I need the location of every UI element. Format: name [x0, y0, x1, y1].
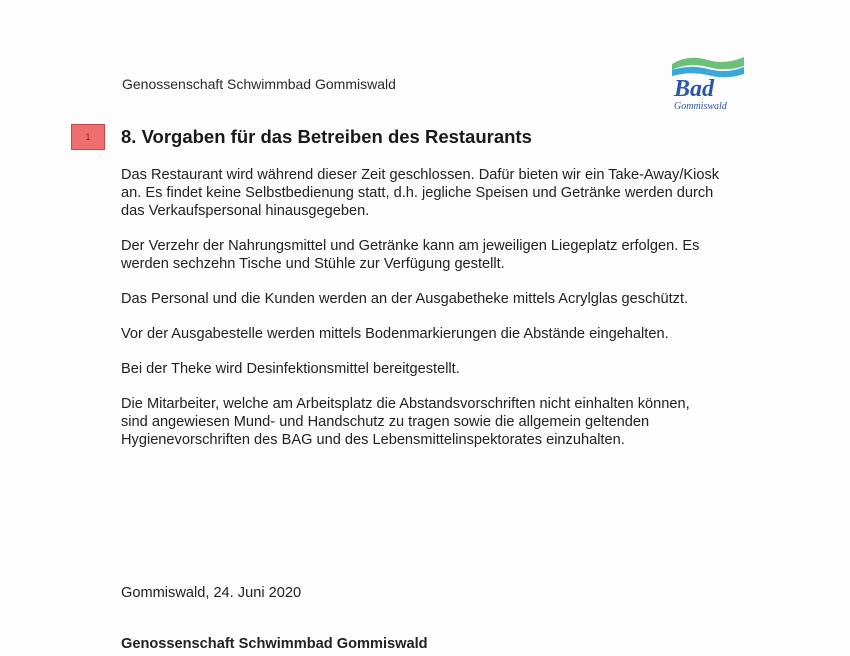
paragraph-disinfectant: Bei der Theke wird Desinfektionsmittel bereitgestellt. [121, 361, 460, 377]
paragraph-hygiene-rules: Die Mitarbeiter, welche am Arbeitsplatz die Abstandsvorschriften nicht einhalten können, sind angewiesen Mund- und Handschutz zu tragen sowie die allgemein geltenden Hygienevorschriften des BAG und des Lebensmittelinspektorates einzuhalten. [121, 396, 690, 448]
paragraph-acrylic-glass: Das Personal und die Kunden werden an der Ausgabetheke mittels Acrylglas geschützt. [121, 291, 689, 307]
annotation-marker-label: 1 [85, 132, 91, 142]
bad-gommiswald-logo [668, 52, 748, 112]
signature-organization: Genossenschaft Schwimmbad Gommiswald [121, 636, 428, 652]
place-date: Gommiswald, 24. Juni 2020 [121, 585, 302, 601]
logo-text-bad: Bad [674, 76, 715, 102]
logo-graphic [668, 52, 748, 112]
paragraph-floor-markings: Vor der Ausgabestelle werden mittels Bodenmarkierungen die Abstände eingehalten. [121, 326, 669, 342]
annotation-marker[interactable] [71, 124, 105, 150]
section-body [121, 166, 761, 466]
logo-text-gommiswald: Gommiswald [674, 101, 727, 112]
paragraph-take-away: Das Restaurant wird während dieser Zeit geschlossen. Dafür bieten wir ein Take-Away/Kiosk an. Es findet keine Selbstbedienung statt, d.h. jegliche Speisen und Getränke werden durch das Verkaufspersonal hinausgegeben. [121, 167, 720, 219]
organization-header: Genossenschaft Schwimmbad Gommiswald [122, 76, 396, 92]
paragraph-consumption: Der Verzehr der Nahrungsmittel und Getränke kann am jeweiligen Liegeplatz erfolgen. Es werden sechzehn Tische und Stühle zur Verfügung gestellt. [121, 238, 700, 272]
section-title: 8. Vorgaben für das Betreiben des Restaurants [121, 126, 532, 147]
